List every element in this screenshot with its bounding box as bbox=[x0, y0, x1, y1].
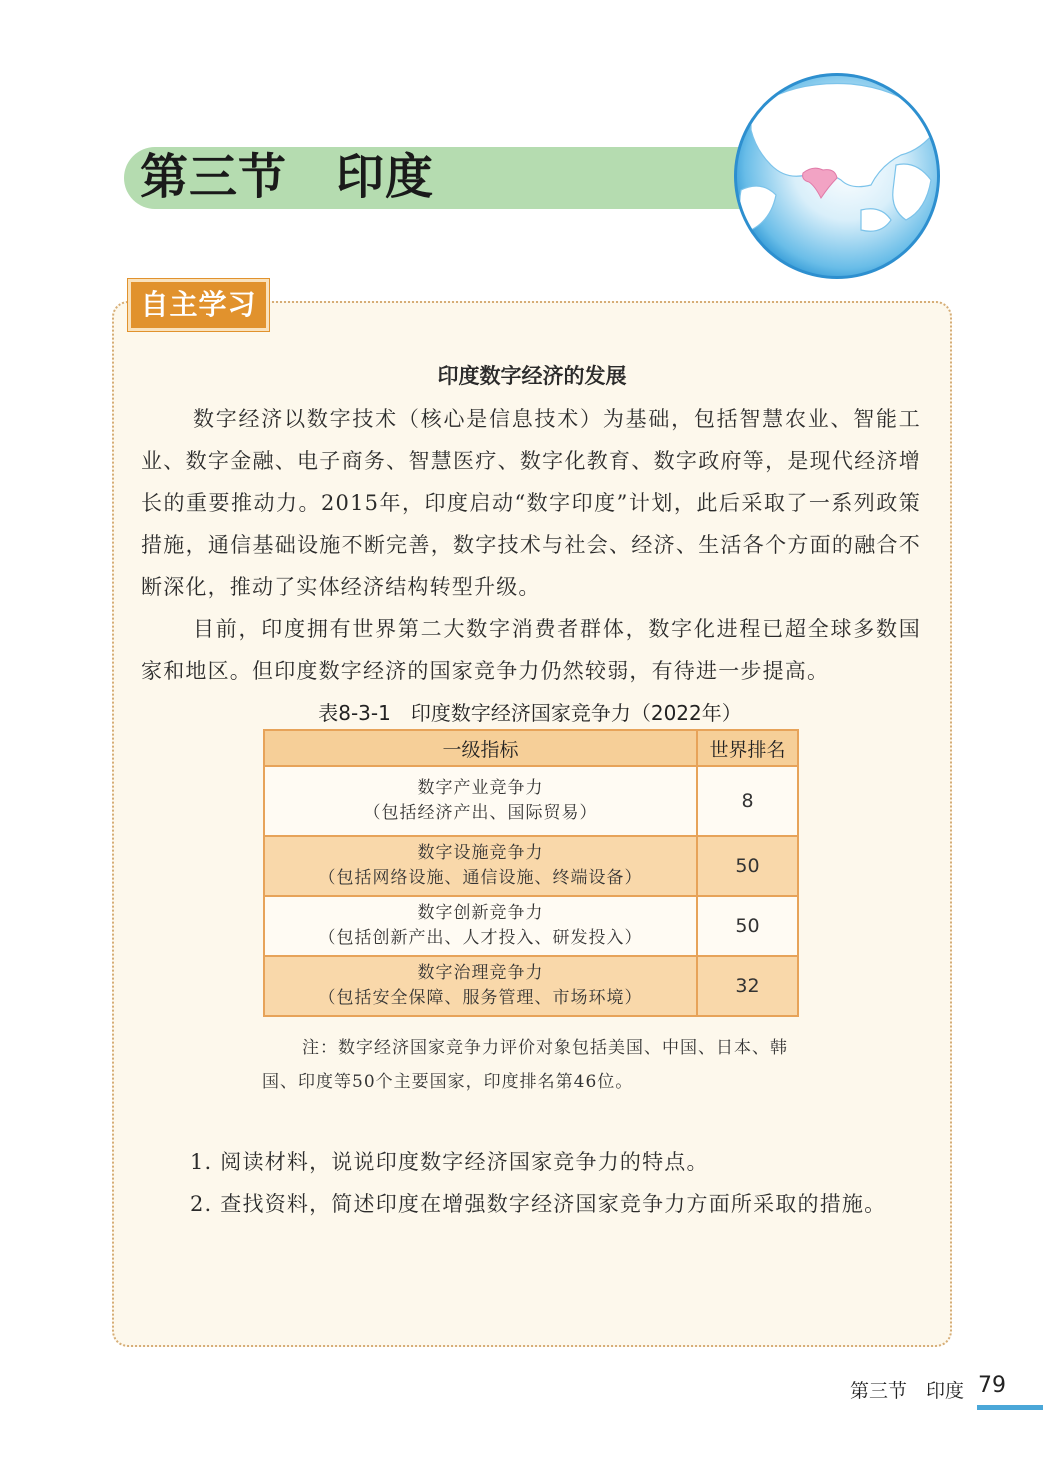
header-indicator: 一级指标 bbox=[264, 730, 697, 766]
table-row bbox=[264, 956, 798, 1016]
rank-cell: 8 bbox=[697, 766, 798, 836]
indicator-detail: （包括经济产出、国际贸易） bbox=[363, 803, 598, 823]
paragraph-2: 目前，印度拥有世界第二大数字消费者群体，数字化进程已超全球多数国家和地区。但印度数字经济的国家竞争力仍然较弱，有待进一步提高。 bbox=[141, 617, 921, 683]
indicator-detail: （包括创新产出、人才投入、研发投入） bbox=[318, 928, 643, 948]
indicator-name: 数字设施竞争力 bbox=[417, 843, 544, 863]
rank-cell: 32 bbox=[697, 956, 798, 1016]
indicator-cell bbox=[264, 836, 697, 896]
indicator-detail: （包括网络设施、通信设施、终端设备） bbox=[318, 868, 643, 888]
table-header-row bbox=[264, 730, 798, 766]
self-study-tab: 自主学习 bbox=[128, 279, 269, 331]
footer-accent-bar bbox=[977, 1405, 1043, 1410]
table-note: 注：数字经济国家竞争力评价对象包括美国、中国、日本、韩国、印度等50个主要国家，印度排名第46位。 bbox=[262, 1038, 788, 1092]
table-row bbox=[264, 766, 798, 836]
section-heading: 印度数字经济的发展 bbox=[437, 364, 627, 388]
globe-map-icon bbox=[731, 70, 943, 282]
rank-cell: 50 bbox=[697, 896, 798, 956]
table-row bbox=[264, 896, 798, 956]
page-number: 79 bbox=[978, 1373, 1006, 1398]
indicator-cell bbox=[264, 956, 697, 1016]
header-rank: 世界排名 bbox=[697, 730, 798, 766]
question-2: 2. 查找资料，简述印度在增强数字经济国家竞争力方面所采取的措施。 bbox=[190, 1192, 887, 1216]
competitiveness-table bbox=[263, 729, 799, 1017]
footer-section-title: 第三节 印度 bbox=[850, 1380, 965, 1402]
indicator-name: 数字产业竞争力 bbox=[417, 778, 544, 798]
table-caption: 表8-3-1 印度数字经济国家竞争力（2022年） bbox=[318, 701, 742, 725]
indicator-cell bbox=[264, 896, 697, 956]
indicator-detail: （包括安全保障、服务管理、市场环境） bbox=[318, 988, 643, 1008]
paragraph-1: 数字经济以数字技术（核心是信息技术）为基础，包括智慧农业、智能工业、数字金融、电子商务、智慧医疗、数字化教育、数字政府等，是现代经济增长的重要推动力。2015年，印度启动“数字印度”计划，此后采取了一系列政策措施，通信基础设施不断完善，数字技术与社会、经济、生活各个方面的融合不断深化，推动了实体经济结构转型升级。 bbox=[141, 407, 921, 599]
table-row bbox=[264, 836, 798, 896]
rank-cell: 50 bbox=[697, 836, 798, 896]
chapter-title: 第三节 印度 bbox=[140, 149, 435, 205]
indicator-cell bbox=[264, 766, 697, 836]
indicator-name: 数字治理竞争力 bbox=[417, 963, 544, 983]
indicator-name: 数字创新竞争力 bbox=[417, 903, 544, 923]
question-1: 1. 阅读材料，说说印度数字经济国家竞争力的特点。 bbox=[190, 1150, 709, 1174]
